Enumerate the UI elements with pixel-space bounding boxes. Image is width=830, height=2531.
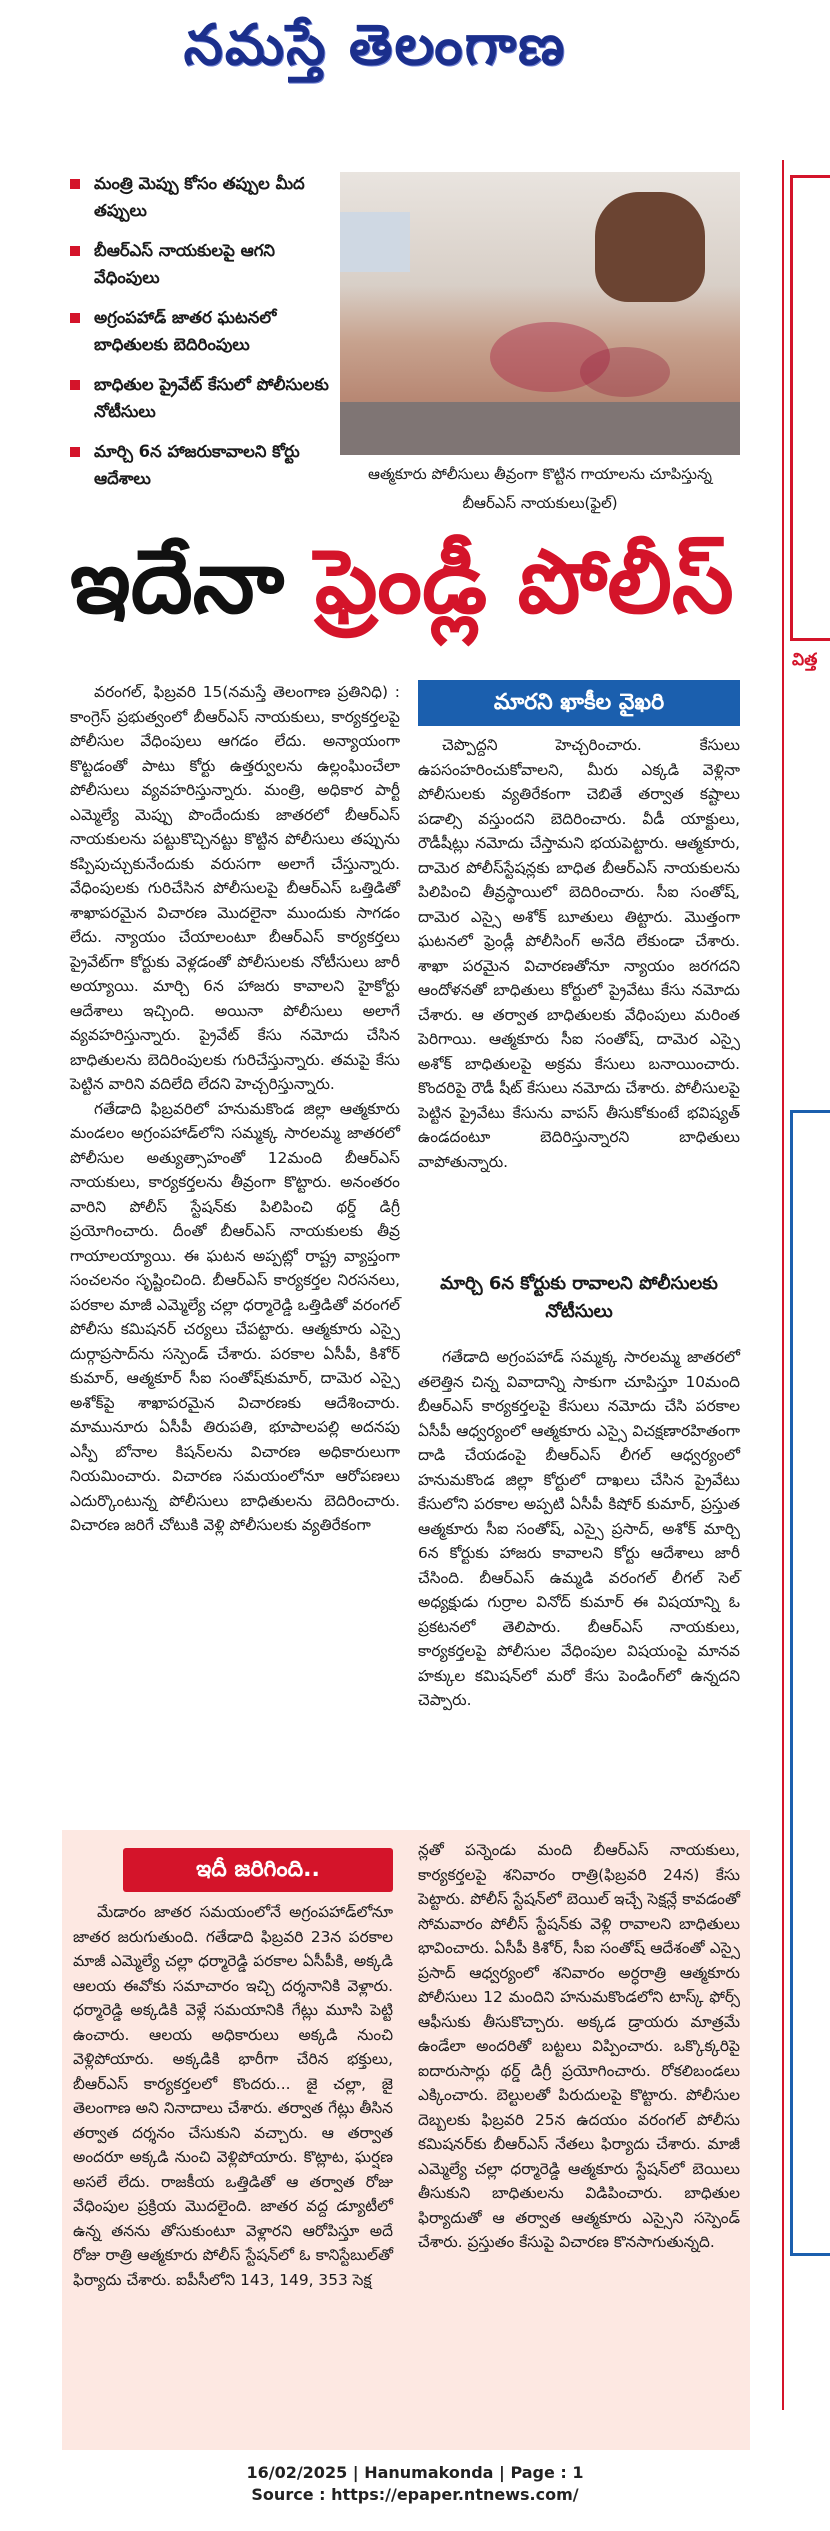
bullet-square-icon [70, 313, 80, 323]
bullet-square-icon [70, 179, 80, 189]
footer-source-line: Source : https://epaper.ntnews.com/ [251, 2485, 579, 2504]
paragraph: చెప్పొద్దని హెచ్చరించారు. కేసులు ఉపసంహరించుకోవాలని, మీరు ఎక్కడి వెళ్లినా పోలీసులకు వ్యతిరేకంగా చెబితే తర్వాత కష్టాలు పడాల్సి వస్తుందని బెదిరించారు. వీడీ యాక్టులు, రౌడీషీట్లు నమోదు చేస్తామని భయపెట్టారు. ఆత్మకూరు, దామెర పోలీస్‌స్టేషన్లకు బాధిత బీఆర్‌ఎస్ నాయకులను పిలిపించి తీవ్రస్థాయిలో బెదిరించారు. సీఐ సంతోష్, దామెర ఎస్సై అశోక్ బూతులు తిట్టారు. మొత్తంగా ఘటనలో ఫ్రెండ్లీ పోలీసింగ్ అనేది లేకుండా చేశారు. శాఖా పరమైన విచారణతోనూ న్యాయం జరగదని ఆందోళనతో బాధితులు కోర్టులో ప్రైవేటు కేసు నమోదు చేశారు. ఆ తర్వాత బాధితులకు వేధింపులు మరింత పెరిగాయి. ఆత్మకూరు సీఐ సంతోష్, దామెర ఎస్సై అశోక్ బాధితులపై అక్రమ కేసులు బనాయించారు. కొందరిపై రౌడీ షీట్ కేసులు నమోదు చేశారు. పోలీసులపై పెట్టిన ప్రైవేటు కేసును వాపస్ తీసుకోకుంటే భవిష్యత్ ఉండదంటూ బెదిరిస్తున్నారని బాధితులు వాపోతున్నారు. [418, 736, 740, 1171]
footer-date-line: 16/02/2025 | Hanumakonda | Page : 1 [246, 2463, 584, 2482]
article-column-1 [70, 680, 400, 1538]
masthead [0, 0, 750, 90]
headline [70, 530, 750, 655]
paragraph: గతేడాది ఫిబ్రవరిలో హనుమకొండ జిల్లా ఆత్మకూరు మండలం అగ్రంపహాడ్‌లోని సమ్మక్క సారలమ్మ జాతరలో పోలీసుల అత్యుత్సాహంతో 12మంది బీఆర్‌ఎస్ నాయకులు, కార్యకర్తలను తీవ్రంగా కొట్టారు. అనంతరం వారిని పోలీస్ స్టేషన్‌కు పిలిపించి థర్డ్ డిగ్రీ ప్రయోగించారు. దీంతో బీఆర్‌ఎస్ నాయకులకు తీవ్ర గాయాలయ్యాయి. ఈ ఘటన అప్పట్లో రాష్ట్ర వ్యాప్తంగా సంచలనం సృష్టించింది. బీఆర్‌ఎస్ కార్యకర్తల నిరసనలు, పరకాల మాజీ ఎమ్మెల్యే చల్లా ధర్మారెడ్డి ఒత్తిడితో వరంగల్ పోలీసు కమిషనర్ చర్యలు చేపట్టారు. ఆత్మకూరు ఎస్సై దుర్గాప్రసాద్‌ను సస్పెండ్ చేశారు. పరకాల ఏసీపీ, కిశోర్ కుమార్, ఆత్మకూర్ సీఐ సంతోష్‌కుమార్, దామెర ఎస్సై అశోక్‌పై శాఖాపరమైన విచారణకు ఆదేశించారు. మామునూరు ఏసీపీ తిరుపతి, భూపాలపల్లి అదనపు ఎస్పీ బోనాల కిషన్‌లను విచారణ అధికారులుగా నియమించారు. విచారణ సమయంలోనూ ఆరోపణలు ఎదుర్కొంటున్న పోలీసులు బాధితులను బెదిరించారు. విచారణ జరిగే చోటుకి వెళ్లి పోలీసులకు వ్యతిరేకంగా [70, 1099, 400, 1534]
headline-part-2: ఫ్రెండ్లీ పోలీస్ [314, 530, 734, 633]
article-column-2 [418, 733, 740, 1174]
highlight-text: అగ్రంపహాడ్ జాతర ఘటనలో బాధితులకు బెదిరింపులు [94, 308, 277, 354]
sidebar-label: ఇదీ జరిగింది.. [123, 1848, 393, 1892]
highlight-item [70, 371, 340, 425]
page-footer [0, 2462, 830, 2506]
highlight-text: మంత్రి మెప్పు కోసం తప్పుల మీద తప్పులు [94, 174, 305, 220]
news-photo [340, 172, 740, 455]
paragraph: వరంగల్, ఫిబ్రవరి 15(నమస్తే తెలంగాణ ప్రతినిధి) : కాంగ్రెస్ ప్రభుత్వంలో బీఆర్‌ఎస్ నాయకులు, కార్యకర్తలపై పోలీసుల వేధింపులు ఆగడం లేదు. అన్యాయంగా కొట్టడంతో పాటు కోర్టు ఉత్తర్వులను ఉల్లంఘించేలా పోలీసులు వ్యవహరిస్తున్నారు. మంత్రి, అధికార పార్టీ ఎమ్మెల్యే మెప్పు పొందేందుకు జాతరలో బీఆర్‌ఎస్ నాయకులను పట్టుకొచ్చినట్టు కొట్టిన పోలీసులు తప్పును కప్పిపుచ్చుకునేందుకు వరుసగా అలాగే చేస్తున్నారు. వేధింపులకు గురిచేసిన పోలీసులపై బీఆర్‌ఎస్ ఒత్తిడితో శాఖాపరమైన విచారణ మొదలైనా ముందుకు సాగడం లేదు. న్యాయం చేయాలంటూ బీఆర్‌ఎస్ కార్యకర్తలు ప్రైవేట్‌గా కోర్టుకు వెళ్లడంతో పోలీసులకు నోటీసులు జారీ అయ్యాయి. మార్చి 6న హాజరు కావాలని హైకోర్టు ఆదేశాలు ఇచ్చింది. అయినా పోలీసులు అలాగే వ్యవహరిస్తున్నారు. ప్రైవేట్ కేసు నమోదు చేసిన బాధితులను బెదిరింపులకు గురిచేస్తున్నారు. తమపై కేసు పెట్టిన వారిని వదిలేది లేదని హెచ్చరిస్తున్నారు. [70, 683, 400, 1093]
highlight-item [70, 438, 340, 492]
paragraph: న్లతో పన్నెండు మంది బీఆర్‌ఎస్ నాయకులు, కార్యకర్తలపై శనివారం రాత్రి(ఫిబ్రవరి 24న) కేసు పెట్టారు. పోలీస్ స్టేషన్‌లో బెయిల్ ఇచ్చే సెక్షన్లే కావడంతో సోమవారం పోలీస్ స్టేషన్‌కు వెళ్లి రావాలని బాధితులు భావించారు. ఏసీపీ కిశోర్, సీఐ సంతోష్ ఆదేశంతో ఎస్సై ప్రసాద్ ఆధ్వర్యంలో శనివారం అర్ధరాత్రి ఆత్మకూరు పోలీసులు 12 మందిని హనుమకొండలోని టాస్క్ ఫోర్స్ ఆఫీసుకు తీసుకొచ్చారు. అక్కడ డ్రాయరు మాత్రమే ఉండేలా అందరితో బట్టలు విప్పించారు. ఒక్కొక్కరిపై ఐదారుసార్లు థర్డ్ డిగ్రీ ప్రయోగించారు. రోకలిబండలు ఎక్కించారు. బెల్టులతో పిరుదులపై కొట్టారు. పోలీసుల దెబ్బలకు ఫిబ్రవరి 25న ఉదయం వరంగల్ పోలీసు కమిషనర్‌కు బీఆర్‌ఎస్ నేతలు ఫిర్యాదు చేశారు. మాజీ ఎమ్మెల్యే చల్లా ధర్మారెడ్డి ఆత్మకూరు స్టేషన్‌లో బెయిలు తీసుకుని బాధితులను విడిపించారు. బాధితుల ఫిర్యాదుతో ఆ తర్వాత ఆత్మకూరు ఎస్సైని సస్పెండ్ చేశారు. ప్రస్తుతం కేసుపై విచారణ కొనసాగుతున్నది. [418, 1841, 740, 2251]
highlight-text: మార్చి 6న హాజరుకావాలని కోర్టు ఆదేశాలు [94, 442, 300, 488]
adjacent-article-heading: విత్త [792, 650, 818, 670]
photo-detail [580, 347, 670, 397]
highlight-text: బాధితుల ప్రైవేట్ కేసులో పోలీసులకు నోటీసులు [94, 375, 329, 421]
highlight-item [70, 237, 340, 291]
adjacent-article-rule [782, 160, 784, 2410]
paragraph: గతేడాది అగ్రంపహాడ్ సమ్మక్క సారలమ్మ జాతరలో తలెత్తిన చిన్న వివాదాన్ని సాకుగా చూపిస్తూ 10మంది బీఆర్‌ఎస్ కార్యకర్తలపై కేసులు నమోదు చేసి పరకాల ఏసీపీ ఆధ్వర్యంలో ఆత్మకూరు ఎస్సై విచక్షణారహితంగా దాడి చేయడంపై బీఆర్‌ఎస్ లీగల్ ఆధ్వర్యంలో హనుమకొండ జిల్లా కోర్టులో దాఖలు చేసిన ప్రైవేటు కేసులోని పరకాల అప్పటి ఏసీపీ కిషోర్ కుమార్, ప్రస్తుత ఆత్మకూరు సీఐ సంతోష్, ఎస్సై ప్రసాద్, అశోక్ మార్చి 6న కోర్టుకు హాజరు కావాలని కోర్టు ఆదేశాలు జారీ చేసింది. బీఆర్‌ఎస్ ఉమ్మడి వరంగల్ లీగల్ సెల్ అధ్యక్షుడు గుర్రాల వినోద్ కుమార్ ఈ విషయాన్ని ఓ ప్రకటనలో తెలిపారు. బీఆర్‌ఎస్ నాయకులు, కార్యకర్తలపై పోలీసుల వేధింపుల విషయంపై మానవ హక్కుల కమిషన్‌లో మరో కేసు పెండింగ్‌లో ఉన్నదని చెప్పారు. [418, 1348, 740, 1709]
article-column-2-continued [418, 1345, 740, 1713]
photo-detail [595, 192, 705, 302]
bullet-square-icon [70, 380, 80, 390]
highlight-item [70, 170, 340, 224]
adjacent-article-frame [790, 175, 830, 641]
sidebar-column-1 [73, 1900, 393, 2292]
bullet-square-icon [70, 246, 80, 256]
adjacent-article-frame [790, 1110, 830, 2256]
photo-detail [340, 402, 740, 455]
section-box-title: మారని ఖాకీల వైఖరి [418, 680, 740, 726]
highlight-item [70, 304, 340, 358]
sidebar-column-2 [418, 1838, 740, 2255]
photo-caption: ఆత్మకూరు పోలీసులు తీవ్రంగా కొట్టిన గాయాలను చూపిస్తున్న బీఆర్‌ఎస్ నాయకులు(ఫైల్) [367, 465, 712, 512]
headline-part-1: ఇదేనా [70, 530, 315, 633]
highlight-text: బీఆర్‌ఎస్ నాయకులపై ఆగని వేధింపులు [94, 241, 275, 287]
photo-detail [340, 212, 410, 272]
bullet-square-icon [70, 447, 80, 457]
paragraph: మేడారం జాతర సమయంలోనే అగ్రంపహాడ్‌లోనూ జాతర జరుగుతుంది. గతేడాది ఫిబ్రవరి 23న పరకాల మాజీ ఎమ్మెల్యే చల్లా ధర్మారెడ్డి పరకాల ఏసీపీకి, అక్కడి ఆలయ ఈవోకు సమాచారం ఇచ్చి దర్శనానికి వెళ్లారు. ధర్మారెడ్డి అక్కడికి వెళ్లే సమయానికి గేట్లు మూసి పెట్టి ఉంచారు. ఆలయ అధికారులు అక్కడి నుంచి వెళ్లిపోయారు. అక్కడికి భారీగా చేరిన భక్తులు, బీఆర్‌ఎస్ కార్యకర్తలలో కొందరు... జై చల్లా, జై తెలంగాణ అని నినాదాలు చేశారు. తర్వాత గేట్లు తీసిన తర్వాత దర్శనం చేసుకుని వచ్చారు. ఆ తర్వాత అందరూ అక్కడి నుంచి వెళ్లిపోయారు. కొట్లాట, ఘర్షణ అసలే లేదు. రాజకీయ ఒత్తిడితో ఆ తర్వాత రోజు వేధింపుల ప్రక్రియ మొదలైంది. జాతర వద్ద డ్యూటీలో ఉన్న తనను తోసుకుంటూ వెళ్లారని ఆరోపిస్తూ అదే రోజు రాత్రి ఆత్మకూరు పోలీస్ స్టేషన్‌లో ఓ కానిస్టేబుల్‌తో ఫిర్యాదు చేశారు. ఐపీసీలోని 143, 149, 353 సెక్ష [73, 1903, 393, 2289]
subheading: మార్చి 6న కోర్టుకు రావాలని పోలీసులకు నోటీసులు [440, 1273, 718, 1322]
highlights-list [70, 170, 340, 505]
newspaper-title: నమస్తే తెలంగాణ [183, 12, 567, 78]
